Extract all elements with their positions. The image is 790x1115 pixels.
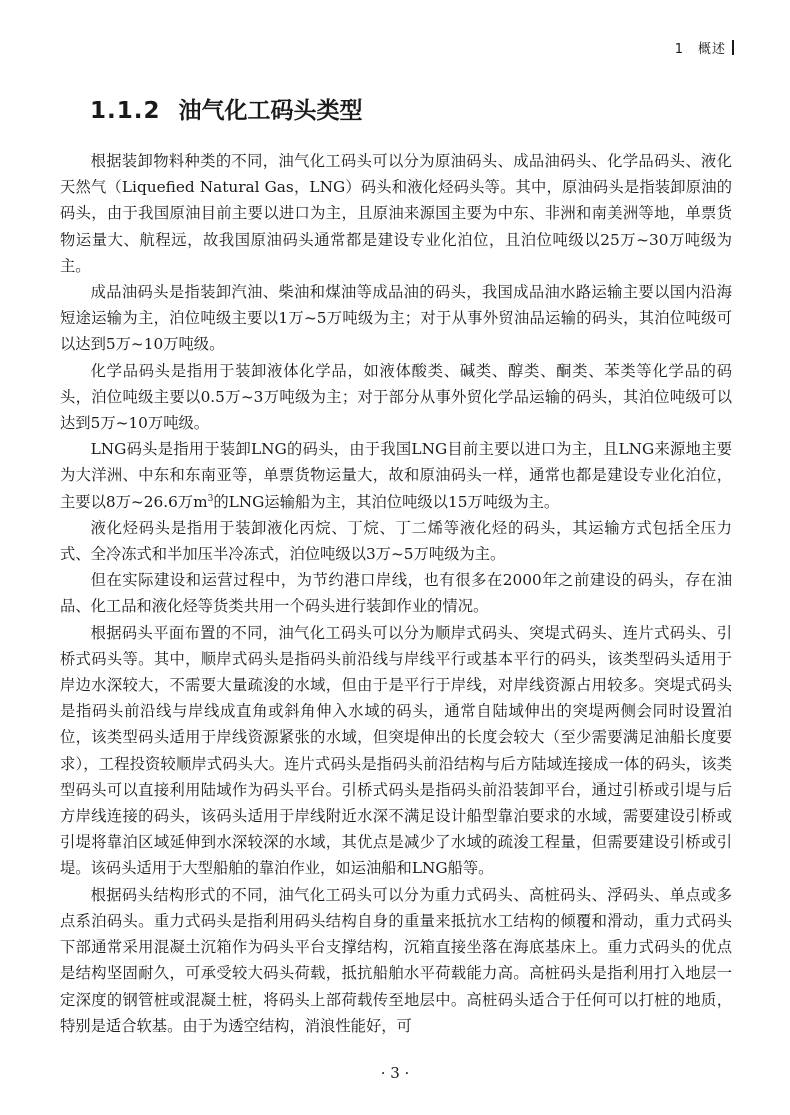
- paragraph-terminal-types: 根据装卸物料种类的不同，油气化工码头可以分为原油码头、成品油码头、化学品码头、液化天然气（Liquefied Natural Gas，LNG）码头和液化烃码头等。其中，原油码头是指装卸原油的码头，由于我国原油目前主要以进口为主，且原油来源国主要为中东、非洲和南美洲等地，单票货物运量大、航程远，故我国原油码头通常都是建设专业化泊位，且泊位吨级以25万~30万吨级为主。: [60, 152, 732, 275]
- cubic-superscript: 3: [207, 493, 214, 504]
- chapter-number: 1: [674, 42, 684, 57]
- running-header: [675, 38, 734, 57]
- paragraph-chemical: 化学品码头是指用于装卸液体化学品，如液体酸类、碱类、醇类、酮类、苯类等化学品的码头，泊位吨级主要以0.5万~3万吨级为主；对于部分从事外贸化学品运输的码头，其泊位吨级可以达到5万~10万吨级。: [60, 361, 732, 433]
- paragraph-product-oil: 成品油码头是指装卸汽油、柴油和煤油等成品油的码头，我国成品油水路运输主要以国内沿海短途运输为主，泊位吨级主要以1万~5万吨级为主；对于从事外贸油品运输的码头，其泊位吨级可以达到5万~10万吨级。: [60, 283, 732, 354]
- paragraph-structure-types: 根据码头结构形式的不同，油气化工码头可以分为重力式码头、高桩码头、浮码头、单点或多点系泊码头。重力式码头是指利用码头结构自身的重量来抵抗水工结构的倾覆和滑动，重力式码头下部通常采用混凝土沉箱作为码头平台支撑结构，沉箱直接坐落在海底基床上。重力式码头的优点是结构坚固耐久，可承受较大码头荷载，抵抗船舶水平荷载能力高。高桩码头是指利用打入地层一定深度的钢管桩或混凝土桩，将码头上部荷载传至地层中。高桩码头适合于任何可以打桩的地质，特别是适合软基。由于为透空结构，消浪性能好，可: [60, 885, 732, 1035]
- header-divider: [732, 40, 734, 55]
- paragraph-layout-types: 根据码头平面布置的不同，油气化工码头可以分为顺岸式码头、突堤式码头、连片式码头、引桥式码头等。其中，顺岸式码头是指码头前沿线与岸线平行或基本平行的码头，该类型码头适用于岸边水深较大，不需要大量疏浚的水域，但由于是平行于岸线，对岸线资源占用较多。突堤式码头是指码头前沿线与岸线成直角或斜角伸入水域的码头，通常自陆域伸出的突堤两侧会同时设置泊位，该类型码头适用于岸线资源紧张的水域，但突堤伸出的长度会较大（至少需要满足油船长度要求），工程投资较顺岸式码头大。连片式码头是指码头前沿结构与后方陆域连接成一体的码头，该类型码头可以直接利用陆域作为码头平台。引桥式码头是指码头前沿装卸平台，通过引桥或引堤与后方岸线连接的码头，该码头适用于岸线附近水深不满足设计船型靠泊要求的水域，需要建设引桥或引堤将靠泊区域延伸到水深较深的水域，其优点是减少了水域的疏浚工程量，但需要建设引桥或引堤。该码头适用于大型船舶的靠泊作业，如运油船和LNG船等。: [60, 623, 732, 878]
- paragraph-shared-berth: 但在实际建设和运营过程中，为节约港口岸线，也有很多在2000年之前建设的码头，存在油品、化工品和液化烃等货类共用一个码头进行装卸作业的情况。: [60, 571, 732, 616]
- lng-text-tail: 的LNG运输船为主，其泊位吨级以15万吨级为主。: [213, 492, 560, 511]
- section-title: 油气化工码头类型: [178, 98, 363, 124]
- section-heading: [90, 92, 363, 125]
- paragraph-liquefied-hydrocarbon: 液化烃码头是指用于装卸液化丙烷、丁烷、丁二烯等液化烃的码头，其运输方式包括全压力式、全冷冻式和半加压半冷冻式，泊位吨级以3万~5万吨级为主。: [60, 518, 732, 564]
- page-number: · 3 ·: [380, 1064, 410, 1082]
- chapter-title: 概述: [697, 42, 726, 57]
- lng-text: LNG码头是指用于装卸LNG的码头，由于我国LNG目前主要以进口为主，且LNG来源地主要为大洋洲、中东和东南亚等，单票货物运量大，故和原油码头一样，通常也都是建设专业化泊位，主要以8万~26.6万m: [60, 440, 732, 511]
- section-number: 1.1.2: [90, 98, 161, 124]
- body-text: [60, 148, 732, 1039]
- paragraph-lng: [60, 436, 732, 515]
